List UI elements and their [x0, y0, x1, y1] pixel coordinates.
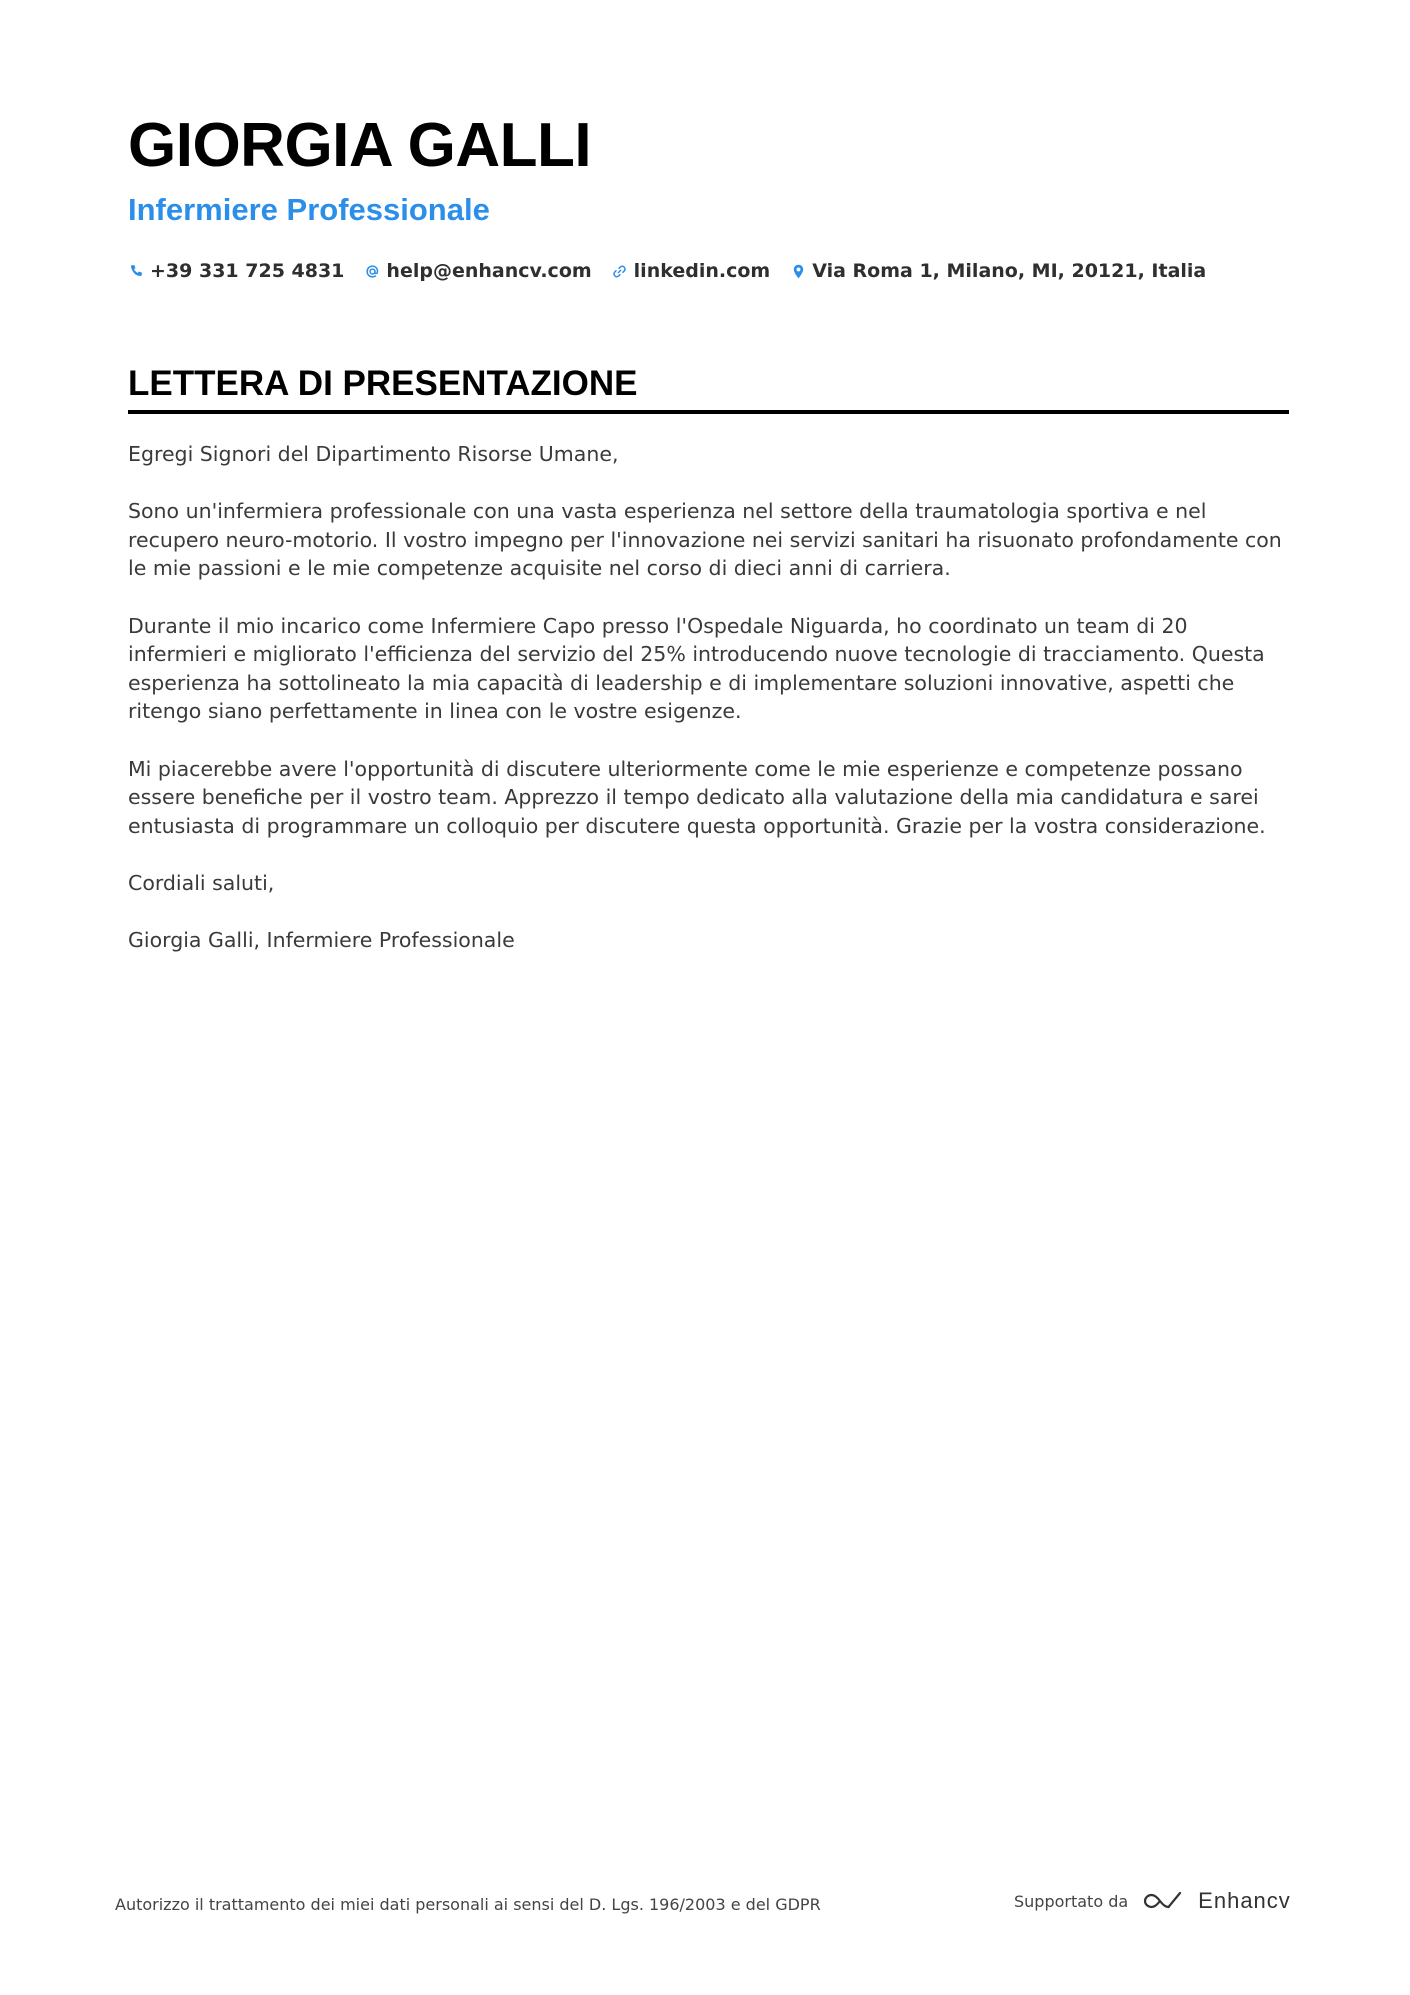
letter-body: [128, 440, 1289, 955]
contact-address: [790, 260, 1206, 282]
location-pin-icon: [790, 262, 806, 280]
contact-phone: [128, 260, 344, 282]
contact-linkedin: [612, 260, 771, 282]
link-icon: [612, 262, 628, 280]
cover-letter-section: [128, 362, 1289, 983]
contact-bar: [128, 260, 1288, 282]
contact-email: [364, 260, 591, 282]
letter-paragraph: Durante il mio incarico come Infermiere Capo presso l'Ospedale Niguarda, ho coordinato un team di 20 infermieri e migliorato l'efficienza del servizio del 25% introducendo nuove tecnologie di tracciamento. Questa esperienza ha sottolineato la mia capacità di leadership e di implementare soluzioni innovative, aspetti che ritengo siano perfettamente in linea con le vostre esigenze.: [128, 613, 1265, 724]
letter-paragraph: Mi piacerebbe avere l'opportunità di discutere ulteriormente come le mie esperienze e competenze possano essere benefiche per il vostro team. Apprezzo il tempo dedicato alla valutazione della mia candidatura e sarei entusiasta di programmare un colloquio per discutere questa opportunità. Grazie per la vostra considerazione.: [128, 756, 1266, 838]
candidate-name: GIORGIA GALLI: [128, 111, 592, 180]
linkedin-text[interactable]: linkedin.com: [633, 260, 771, 282]
privacy-consent: Autorizzo il trattamento dei miei dati personali ai sensi del D. Lgs. 196/2003 e del GDPR: [115, 1895, 821, 1914]
at-icon: [364, 262, 380, 280]
powered-by-label: Supportato da: [1014, 1891, 1129, 1911]
enhancv-brand: Enhancv: [1198, 1888, 1291, 1913]
address-text: Via Roma 1, Milano, MI, 20121, Italia: [812, 260, 1207, 282]
enhancv-logo-icon: [1140, 1888, 1186, 1914]
powered-by[interactable]: [1014, 1888, 1291, 1914]
letter-paragraph: Sono un'infermiera professionale con una vasta esperienza nel settore della traumatologia sportiva e nel recupero neuro-motorio. Il vostro impegno per l'innovazione nei servizi sanitari ha risuonato profondamente con le mie passioni e le mie competenze acquisite nel corso di dieci anni di carriera.: [128, 499, 1282, 581]
section-title: LETTERA DI PRESENTAZIONE: [128, 362, 1289, 414]
letter-closing: Cordiali saluti,: [128, 870, 275, 895]
phone-text: +39 331 725 4831: [150, 260, 345, 282]
letter-signature: Giorgia Galli, Infermiere Professionale: [128, 928, 515, 953]
candidate-role: Infermiere Professionale: [128, 192, 490, 227]
letter-greeting: Egregi Signori del Dipartimento Risorse Umane,: [128, 442, 619, 466]
header: [128, 108, 1288, 282]
email-text[interactable]: help@enhancv.com: [386, 260, 592, 282]
phone-icon: [128, 262, 144, 280]
